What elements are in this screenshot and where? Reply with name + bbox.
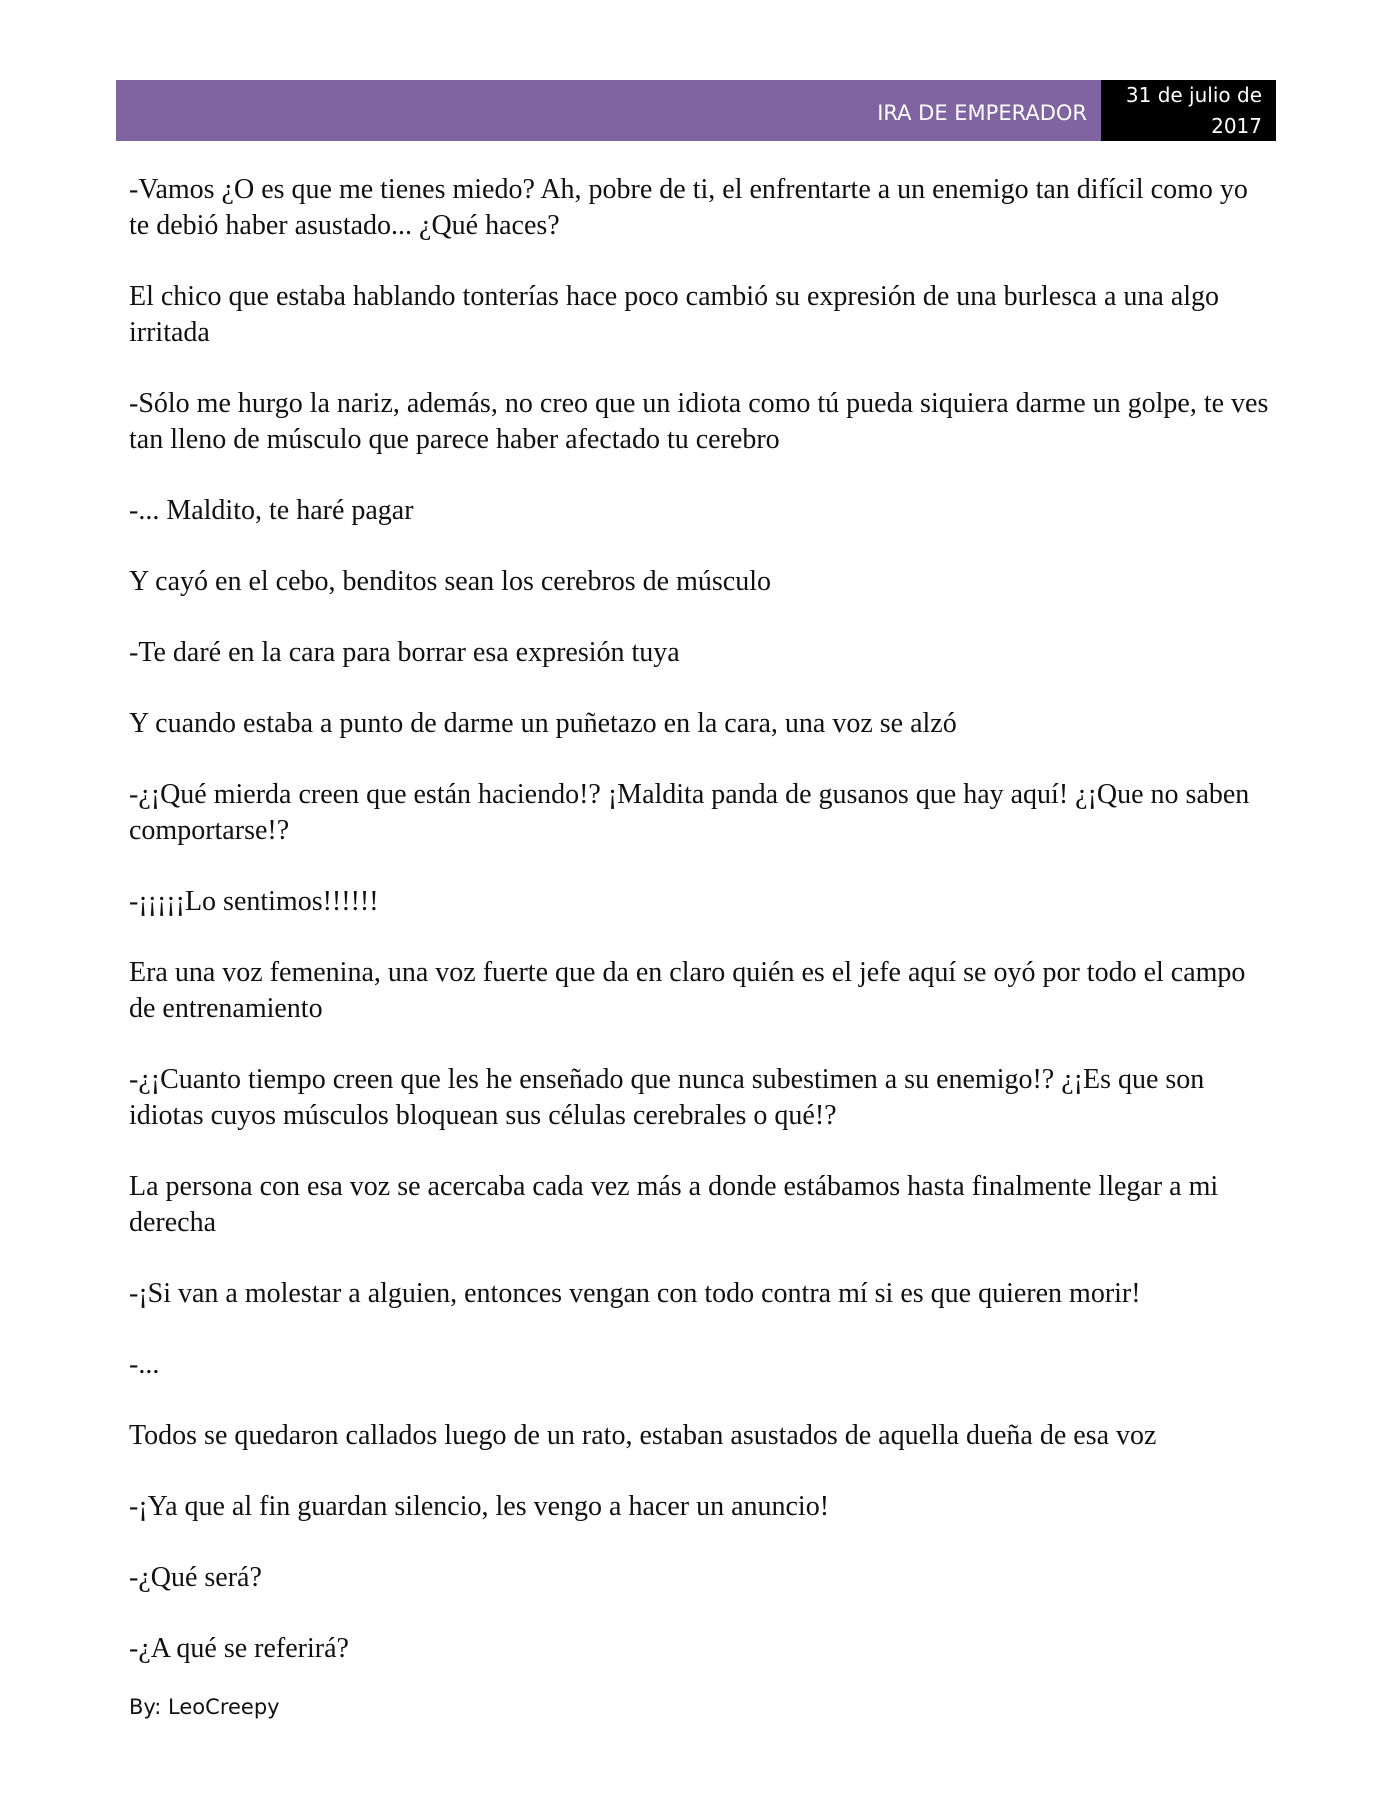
paragraph: -¿A qué se referirá? [129,1633,349,1664]
paragraph: -Sólo me hurgo la nariz, además, no creo que un idiota como tú pueda siquiera darme un golpe, te ves tan lleno de músculo que parece haber afectado tu cerebro [129,388,1269,455]
paragraph: -¿¡Cuanto tiempo creen que les he enseñado que nunca subestimen a su enemigo!? ¿¡Es que son idiotas cuyos músculos bloquean sus células cerebrales o qué!? [129,1064,1205,1131]
page-header [116,80,1276,141]
document-body [129,172,1269,1702]
paragraph: Y cayó en el cebo, benditos sean los cerebros de músculo [129,566,771,597]
footer-author: By: LeoCreepy [129,1695,280,1719]
paragraph: -Vamos ¿O es que me tienes miedo? Ah, pobre de ti, el enfrentarte a un enemigo tan difícil como yo te debió haber asustado... ¿Qué haces? [129,174,1248,241]
header-title: IRA DE EMPERADOR [116,80,1101,141]
paragraph: El chico que estaba hablando tonterías hace poco cambió su expresión de una burlesca a una algo irritada [129,281,1220,348]
header-date-line2: 2017 [1211,113,1262,138]
paragraph: -... Maldito, te haré pagar [129,495,414,526]
paragraph: -¡Si van a molestar a alguien, entonces vengan con todo contra mí si es que quieren morir! [129,1278,1141,1309]
paragraph: Era una voz femenina, una voz fuerte que da en claro quién es el jefe aquí se oyó por todo el campo de entrenamiento [129,957,1246,1024]
paragraph: -... [129,1349,160,1380]
paragraph: -¡¡¡¡¡Lo sentimos!!!!!! [129,886,379,917]
header-date [1101,80,1276,141]
paragraph: -¡Ya que al fin guardan silencio, les vengo a hacer un anuncio! [129,1491,830,1522]
paragraph: La persona con esa voz se acercaba cada vez más a donde estábamos hasta finalmente llegar a mi derecha [129,1171,1219,1238]
paragraph: -¿¡Qué mierda creen que están haciendo!? ¡Maldita panda de gusanos que hay aquí! ¿¡Que no saben comportarse!? [129,779,1250,846]
paragraph: Todos se quedaron callados luego de un rato, estaban asustados de aquella dueña de esa voz [129,1420,1157,1451]
header-date-line1: 31 de julio de [1125,82,1262,107]
paragraph: Y cuando estaba a punto de darme un puñetazo en la cara, una voz se alzó [129,708,957,739]
paragraph: -Te daré en la cara para borrar esa expresión tuya [129,637,680,668]
paragraph: -¿Qué será? [129,1562,262,1593]
